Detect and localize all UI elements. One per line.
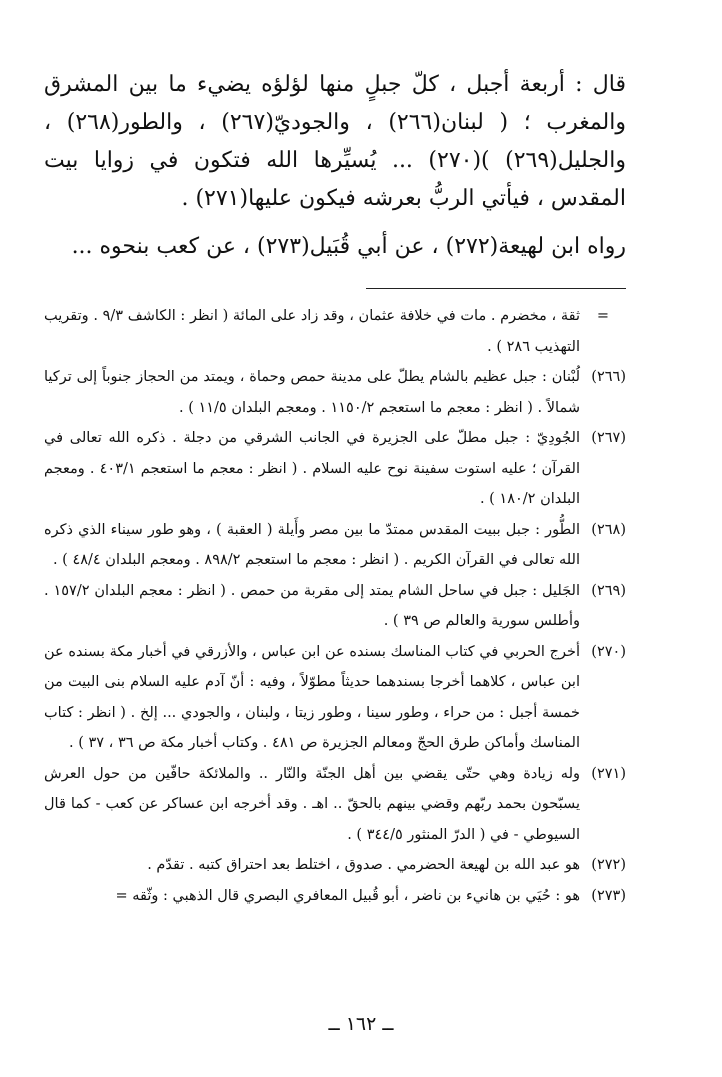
footnote-text: وله زيادة وهي حتّى يقضي بين أهل الجنّة والنّار .. والملائكة حافّين من حول العرش يسبّحون بحمد ربّهم وقضي بينهم بالحقّ .. اهـ . وقد أخرجه ابن عساكر عن كعب - كما قال السيوطي - في ( الدرّ المنثور ٣٤٤/٥ ) . [44, 765, 580, 843]
footnote-text: الطُّور : جبل ببيت المقدس ممتدّ ما بين مصر وأَيلة ( العقبة ) ، وهو طور سيناء الذي ذكره الله تعالى في القرآن الكريم . ( انظر : معجم ما استعجم ٨٩٨/٢ . ومعجم البلدان ٤٨/٤ ) . [44, 521, 580, 568]
footnote-text: أخرج الحربي في كتاب المناسك بسنده عن ابن عباس ، والأزرقي في أخبار مكة بسنده عن ابن عباس ، كلاهما أخرجا بسندهما حديثاً مطوّلاً ، وفيه : أنّ آدم عليه السلام بنى البيت من خمسة أجبل : من حراء ، وطور سينا ، وطور زيتا ، ولبنان ، والجودي ... إلخ . ( انظر : كتاب المناسك وأماكن طرق الحجّ ومعالم الجزيرة ص ٤٨١ . وكتاب أخبار مكة ص ٣٦ ، ٣٧ ) . [44, 643, 580, 751]
footnote-267 [44, 423, 626, 515]
footnote-number: (٢٧١) [591, 765, 626, 782]
footnote-number: (٢٦٦) [591, 369, 626, 385]
footnote-text: الجُودِيّ : جبل مطلّ على الجزيرة في الجانب الشرقي من دجلة . ذكره الله تعالى في القرآن ؛ عليه استوت سفينة نوح عليه السلام . ( انظر : معجم ما استعجم ٤٠٣/١ . ومعجم البلدان ١٨٠/٢ ) . [44, 430, 581, 507]
footnote-text: هو عبد الله بن لهيعة الحضرمي . صدوق ، اختلط بعد احتراق كتبه . تقدّم . [147, 857, 580, 873]
footnote-272 [44, 850, 626, 881]
footnote-text: هو : حُيَي بن هانيء بن ناضر ، أبو قُبيل المعافري البصري قال الذهبي : وثّقه = [115, 887, 580, 904]
footnote-271 [44, 759, 626, 851]
main-paragraph: قال : أربعة أجبل ، كلّ جبلٍ منها لؤلؤه يضيء ما بين المشرق والمغرب ؛ ( لبنان(٢٦٦) ، والجوديّ(٢٦٧) ، والطور(٢٦٨) ، والجليل(٢٦٩) )(٢٧٠) ... يُسيِّرها الله فتكون في زوايا بيت المقدس ، فيأتي الربُّ بعرشه فيكون عليها(٢٧١) . [44, 72, 626, 211]
footnote-text: الجَليل : جبل في ساحل الشام يمتد إلى مقربة من حمص . ( انظر : معجم البلدان ١٥٧/٢ . وأطلس سورية والعالم ص ٣٩ ) . [44, 582, 581, 629]
footnote-270 [44, 637, 626, 759]
footnote-number: = [596, 308, 610, 324]
footnote-text: لُبْنان : جبل عظيم بالشام يطلّ على مدينة حمص وحماة ، ويمتد من الحجاز جنوباً إلى تركيا شمالاً . ( انظر : معجم ما استعجم ١١٥٠/٢ . ومعجم البلدان ١١/٥ ) . [44, 369, 580, 416]
footnote-continuation [44, 301, 626, 362]
footnote-number: (٢٧٠) [591, 643, 626, 660]
page-number: ــ ١٦٢ ــ [328, 1013, 394, 1035]
main-text [44, 66, 626, 266]
footnote-268 [44, 515, 626, 576]
footnote-273 [44, 881, 626, 912]
page [44, 66, 626, 1077]
footnote-269 [44, 576, 626, 637]
footnote-number: (٢٦٨) [591, 521, 626, 538]
footnote-number: (٢٧٣) [591, 887, 626, 904]
footnote-text: ثقة ، مخضرم . مات في خلافة عثمان ، وقد زاد على المائة ( انظر : الكاشف ٩/٣ . وتقريب التهذيب ٢٨٦ ) . [44, 308, 580, 355]
footnotes [44, 301, 626, 911]
narration-line: رواه ابن لهيعة(٢٧٢) ، عن أبي قُبَيل(٢٧٣) ، عن كعب بنحوه ... [71, 234, 626, 259]
footnote-number: (٢٦٩) [591, 582, 626, 599]
footnote-266 [44, 362, 626, 423]
footnote-number: (٢٧٢) [591, 857, 626, 873]
footnote-divider [366, 288, 626, 289]
footnote-number: (٢٦٧) [591, 430, 626, 446]
